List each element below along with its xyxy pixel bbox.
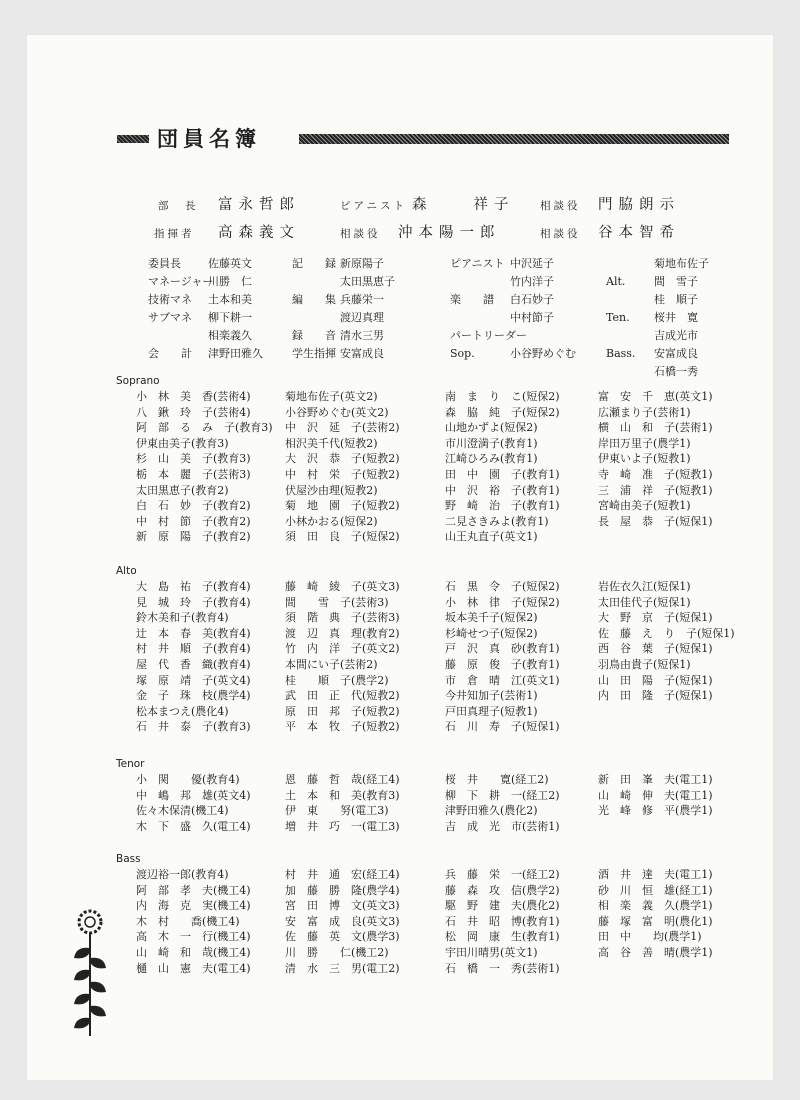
staff-name: 土本和美 xyxy=(208,293,252,306)
officer-label: 指揮者 xyxy=(154,228,195,240)
member-entry: 須 田 良 子(短保2) xyxy=(285,530,400,544)
member-entry: 桂 順 子(農学2) xyxy=(285,673,389,687)
member-entry: 山 崎 伸 夫(電工1) xyxy=(598,788,713,802)
member-entry: 鈴木美和子(教育4) xyxy=(136,611,229,625)
staff-name: 中村節子 xyxy=(510,311,554,324)
staff-name: 佐藤英文 xyxy=(208,257,252,270)
member-entry: 市 倉 晴 江(英文1) xyxy=(445,673,560,687)
staff-role: マネージャー xyxy=(148,275,214,288)
member-entry: 大 野 京 子(短保1) xyxy=(598,611,713,625)
member-entry: 石 黒 令 子(短保2) xyxy=(445,580,560,593)
member-entry: 伏屋沙由理(短教2) xyxy=(285,483,378,497)
member-entry: 長 屋 恭 子(短保1) xyxy=(598,514,713,528)
member-entry: 小 林 美 香(芸術4) xyxy=(136,390,251,403)
title-row xyxy=(117,126,729,152)
member-entry: 渡 辺 真 理(教育2) xyxy=(285,626,400,640)
member-entry: 樋 山 憲 夫(電工4) xyxy=(136,961,251,975)
member-entry: 坂本美千子(短保2) xyxy=(445,611,538,625)
member-entry: 小谷野めぐむ(英文2) xyxy=(285,405,389,419)
staff-role: 委員長 xyxy=(148,257,181,270)
staff-name: 白石妙子 xyxy=(510,293,554,306)
member-column xyxy=(598,772,713,819)
member-column xyxy=(285,867,400,976)
member-column xyxy=(136,389,273,545)
member-entry: 武 田 正 代(短教2) xyxy=(285,689,400,703)
member-entry: 相沢美千代(短教2) xyxy=(285,436,378,450)
member-entry: 吉 成 光 市(芸術1) xyxy=(445,819,560,833)
member-entry: 砂 川 恒 雄(経工1) xyxy=(598,883,713,897)
section-heading: Soprano xyxy=(116,375,160,387)
staff-role: ピアニスト xyxy=(450,257,505,270)
member-entry: 小 林 律 子(短保2) xyxy=(445,595,560,609)
member-entry: 富 安 千 恵(英文1) xyxy=(598,390,713,403)
member-entry: 野 崎 治 子(教育1) xyxy=(445,499,560,513)
member-entry: 阿 部 る み 子(教育3) xyxy=(136,421,273,435)
member-entry: 広瀬まり子(芸術1) xyxy=(598,405,691,419)
member-entry: 中 沢 延 子(芸術2) xyxy=(285,421,400,435)
title-bar-right xyxy=(299,134,729,144)
member-entry: 内 海 克 実(機工4) xyxy=(136,899,251,913)
member-entry: 藤 崎 綾 子(英文3) xyxy=(285,580,400,593)
member-entry: 高 谷 善 晴(農学1) xyxy=(598,945,713,959)
member-entry: 光 峰 修 平(農学1) xyxy=(598,804,713,818)
member-column xyxy=(136,867,251,976)
staff-role: 楽 譜 xyxy=(450,293,494,306)
member-entry: 宇田川晴男(英文1) xyxy=(445,945,538,959)
staff-role: サブマネ xyxy=(148,311,192,324)
staff-name: 新原陽子 xyxy=(340,257,384,270)
section-heading: Tenor xyxy=(116,758,145,770)
member-entry: 田 中 均(農学1) xyxy=(598,930,702,944)
member-entry: 大 沢 恭 子(短教2) xyxy=(285,452,400,466)
member-entry: 阿 部 孝 夫(機工4) xyxy=(136,883,251,897)
staff-name: 安富成良 xyxy=(654,347,698,360)
member-entry: 寺 崎 准 子(短教1) xyxy=(598,467,713,481)
staff-name: 桂 順子 xyxy=(654,293,698,306)
member-entry: 横 山 和 子(芸術1) xyxy=(598,421,713,435)
member-entry: 桜 井 寛(経工2) xyxy=(445,773,549,786)
staff-name: 清水三男 xyxy=(340,329,384,342)
officer-name: 沖本陽一郎 xyxy=(398,225,501,241)
officer-label: 相談役 xyxy=(540,200,581,212)
member-entry: 村 井 順 子(教育4) xyxy=(136,642,251,656)
staff-role: 録 音 xyxy=(292,329,336,342)
officer-name: 高森義文 xyxy=(218,225,300,241)
staff-name: 安富成良 xyxy=(340,347,384,360)
member-entry: 須 階 典 子(芸術3) xyxy=(285,611,400,625)
member-entry: 本間にい子(芸術2) xyxy=(285,657,378,671)
member-entry: 松本まつえ(農化4) xyxy=(136,704,229,718)
member-entry: 増 井 巧 一(電工3) xyxy=(285,819,400,833)
member-entry: 市川澄満子(教育1) xyxy=(445,436,538,450)
member-entry: 戸田真理子(短教1) xyxy=(445,704,538,718)
member-entry: 戸 沢 真 砂(教育1) xyxy=(445,642,560,656)
member-entry: 内 田 隆 子(短保1) xyxy=(598,689,713,703)
staff-role: Bass. xyxy=(606,347,636,360)
member-entry: 塚 原 靖 子(英文4) xyxy=(136,673,251,687)
member-entry: 石 井 泰 子(教育3) xyxy=(136,720,251,734)
member-entry: 佐 藤 英 文(農学3) xyxy=(285,930,400,944)
member-entry: 藤 森 攻 信(農学2) xyxy=(445,883,560,897)
staff-name: 吉成光市 xyxy=(654,329,698,342)
member-entry: 中 村 節 子(教育2) xyxy=(136,514,251,528)
member-entry: 菊 地 園 子(短教2) xyxy=(285,499,400,513)
member-column xyxy=(445,579,560,735)
member-entry: 南 ま り こ(短保2) xyxy=(445,390,560,403)
member-entry: 中 嶋 邦 雄(英文4) xyxy=(136,788,251,802)
member-column xyxy=(136,772,251,834)
member-entry: 西 谷 葉 子(短保1) xyxy=(598,642,713,656)
staff-role: 学生指揮 xyxy=(292,347,336,360)
member-entry: 原 田 邦 子(短教2) xyxy=(285,704,400,718)
member-entry: 宮崎由美子(短教1) xyxy=(598,499,691,513)
staff-name: 桜井 寛 xyxy=(654,311,698,324)
member-entry: 羽鳥由貴子(短保1) xyxy=(598,657,691,671)
member-entry: 清 水 三 男(電工2) xyxy=(285,961,400,975)
staff-name: 太田黒恵子 xyxy=(340,275,395,288)
member-entry: 田 中 園 子(教育1) xyxy=(445,467,560,481)
member-column xyxy=(445,389,560,545)
member-entry: 藤 塚 富 明(農化1) xyxy=(598,914,713,928)
staff-role: 技術マネ xyxy=(148,293,192,306)
member-entry: 平 本 牧 子(短教2) xyxy=(285,720,400,734)
member-entry: 村 井 通 宏(経工4) xyxy=(285,868,400,881)
staff-name: 間 雪子 xyxy=(654,275,698,288)
member-entry: 佐 藤 え り 子(短保1) xyxy=(598,626,735,640)
member-entry: 安 富 成 良(英文3) xyxy=(285,914,400,928)
officer-label: 相談役 xyxy=(340,228,381,240)
member-entry: 加 藤 勝 隆(農学4) xyxy=(285,883,400,897)
member-entry: 山 崎 和 哉(機工4) xyxy=(136,945,251,959)
member-entry: 柳 下 耕 一(経工2) xyxy=(445,788,560,802)
member-entry: 木 村 喬(機工4) xyxy=(136,914,240,928)
member-entry: 石 橋 一 秀(芸術1) xyxy=(445,961,560,975)
member-entry: 川 勝 仁(機工2) xyxy=(285,945,389,959)
member-column xyxy=(285,389,400,545)
member-entry: 渡辺裕一郎(教育4) xyxy=(136,868,229,881)
member-entry: 三 浦 祥 子(短教1) xyxy=(598,483,713,497)
staff-name: 相楽義久 xyxy=(208,329,252,342)
officer-name: 富永哲郎 xyxy=(218,197,300,213)
member-entry: 藤 原 俊 子(教育1) xyxy=(445,657,560,671)
staff-name: 川勝 仁 xyxy=(208,275,252,288)
member-entry: 山王丸直子(英文1) xyxy=(445,530,538,544)
member-column xyxy=(598,867,713,961)
member-entry: 新 原 陽 子(教育2) xyxy=(136,530,251,544)
member-entry: 杉崎せつ子(短保2) xyxy=(445,626,538,640)
officer-name: 門脇朗示 xyxy=(598,197,680,213)
staff-name: 柳下耕一 xyxy=(208,311,252,324)
officer-name: 森 祥子 xyxy=(412,197,515,213)
member-entry: 津野田雅久(農化2) xyxy=(445,804,538,818)
member-entry: 高 木 一 行(機工4) xyxy=(136,930,251,944)
member-entry: 中 村 栄 子(短教2) xyxy=(285,467,400,481)
member-entry: 恩 藤 哲 哉(経工4) xyxy=(285,773,400,786)
member-entry: 小 関 優(教育4) xyxy=(136,773,240,786)
member-entry: 土 本 和 美(教育3) xyxy=(285,788,400,802)
member-entry: 木 下 盛 久(電工4) xyxy=(136,819,251,833)
member-entry: 屋 代 香 織(教育4) xyxy=(136,657,251,671)
member-column xyxy=(598,389,713,529)
member-entry: 八 鍬 玲 子(芸術4) xyxy=(136,405,251,419)
staff-name: 渡辺真理 xyxy=(340,311,384,324)
member-entry: 宮 田 博 文(英文3) xyxy=(285,899,400,913)
member-entry: 酒 井 達 夫(電工1) xyxy=(598,868,713,881)
officer-label: ピアニスト xyxy=(340,200,407,212)
member-entry: 伊 東 努(電工3) xyxy=(285,804,389,818)
member-entry: 小林かおる(短保2) xyxy=(285,514,378,528)
member-entry: 金 子 珠 枝(農学4) xyxy=(136,689,251,703)
staff-name: 津野田雅久 xyxy=(208,347,263,360)
member-entry: 間 雪 子(芸術3) xyxy=(285,595,389,609)
member-column xyxy=(285,772,400,834)
member-entry: 松 岡 康 生(教育1) xyxy=(445,930,560,944)
staff-role: パートリーダー xyxy=(450,329,527,342)
staff-name: 兵藤栄一 xyxy=(340,293,384,306)
member-entry: 見 城 玲 子(教育4) xyxy=(136,595,251,609)
officer-name: 谷本智希 xyxy=(598,225,680,241)
member-entry: 駆 野 建 夫(農化2) xyxy=(445,899,560,913)
member-entry: 大 島 祐 子(教育4) xyxy=(136,580,251,593)
member-entry: 辻 本 春 美(教育4) xyxy=(136,626,251,640)
section-heading: Bass xyxy=(116,853,141,865)
member-entry: 岸田万里子(農学1) xyxy=(598,436,691,450)
member-entry: 江崎ひろみ(教育1) xyxy=(445,452,538,466)
staff-role: 記 録 xyxy=(292,257,336,270)
member-entry: 相 楽 義 久(農学1) xyxy=(598,899,713,913)
staff-role: 編 集 xyxy=(292,293,336,306)
member-entry: 岩佐衣久江(短保1) xyxy=(598,580,691,593)
member-entry: 太田佳代子(短保1) xyxy=(598,595,691,609)
staff-name: 石橋一秀 xyxy=(654,365,698,378)
member-entry: 石 川 寿 子(短保1) xyxy=(445,720,560,734)
member-column xyxy=(285,579,400,735)
officer-label: 相談役 xyxy=(540,228,581,240)
member-entry: 佐々木保清(機工4) xyxy=(136,804,229,818)
title-bar-left xyxy=(117,135,149,143)
member-entry: 石 井 昭 博(教育1) xyxy=(445,914,560,928)
staff-role: Ten. xyxy=(606,311,630,324)
flower-icon xyxy=(70,908,110,1038)
member-column xyxy=(598,579,735,704)
member-column xyxy=(136,579,251,735)
member-column xyxy=(445,772,560,834)
member-entry: 伊東由美子(教育3) xyxy=(136,436,229,450)
member-entry: 新 田 峯 夫(電工1) xyxy=(598,773,713,786)
officer-label: 部 長 xyxy=(158,200,199,212)
member-entry: 森 脇 純 子(短保2) xyxy=(445,405,560,419)
staff-name: 菊地布佐子 xyxy=(654,257,709,270)
member-entry: 山地かずよ(短保2) xyxy=(445,421,538,435)
staff-name: 小谷野めぐむ xyxy=(510,347,576,360)
member-entry: 兵 藤 栄 一(経工2) xyxy=(445,868,560,881)
member-entry: 伊東いよ子(短教1) xyxy=(598,452,691,466)
section-heading: Alto xyxy=(116,565,137,577)
member-column xyxy=(445,867,560,976)
member-entry: 菊地布佐子(英文2) xyxy=(285,390,378,403)
member-entry: 竹 内 洋 子(英文2) xyxy=(285,642,400,656)
member-entry: 白 石 妙 子(教育2) xyxy=(136,499,251,513)
member-entry: 栃 本 麗 子(芸術3) xyxy=(136,467,251,481)
member-entry: 中 沢 裕 子(教育1) xyxy=(445,483,560,497)
page-title: 団員名簿 xyxy=(157,126,261,151)
staff-role: Sop. xyxy=(450,347,475,360)
member-entry: 今井知加子(芸術1) xyxy=(445,689,538,703)
member-entry: 太田黒恵子(教育2) xyxy=(136,483,229,497)
staff-name: 中沢延子 xyxy=(510,257,554,270)
staff-name: 竹内洋子 xyxy=(510,275,554,288)
member-entry: 杉 山 美 子(教育3) xyxy=(136,452,251,466)
staff-role: Alt. xyxy=(606,275,626,288)
member-entry: 山 田 陽 子(短保1) xyxy=(598,673,713,687)
staff-role: 会 計 xyxy=(148,347,192,360)
member-entry: 二見さきみよ(教育1) xyxy=(445,514,549,528)
